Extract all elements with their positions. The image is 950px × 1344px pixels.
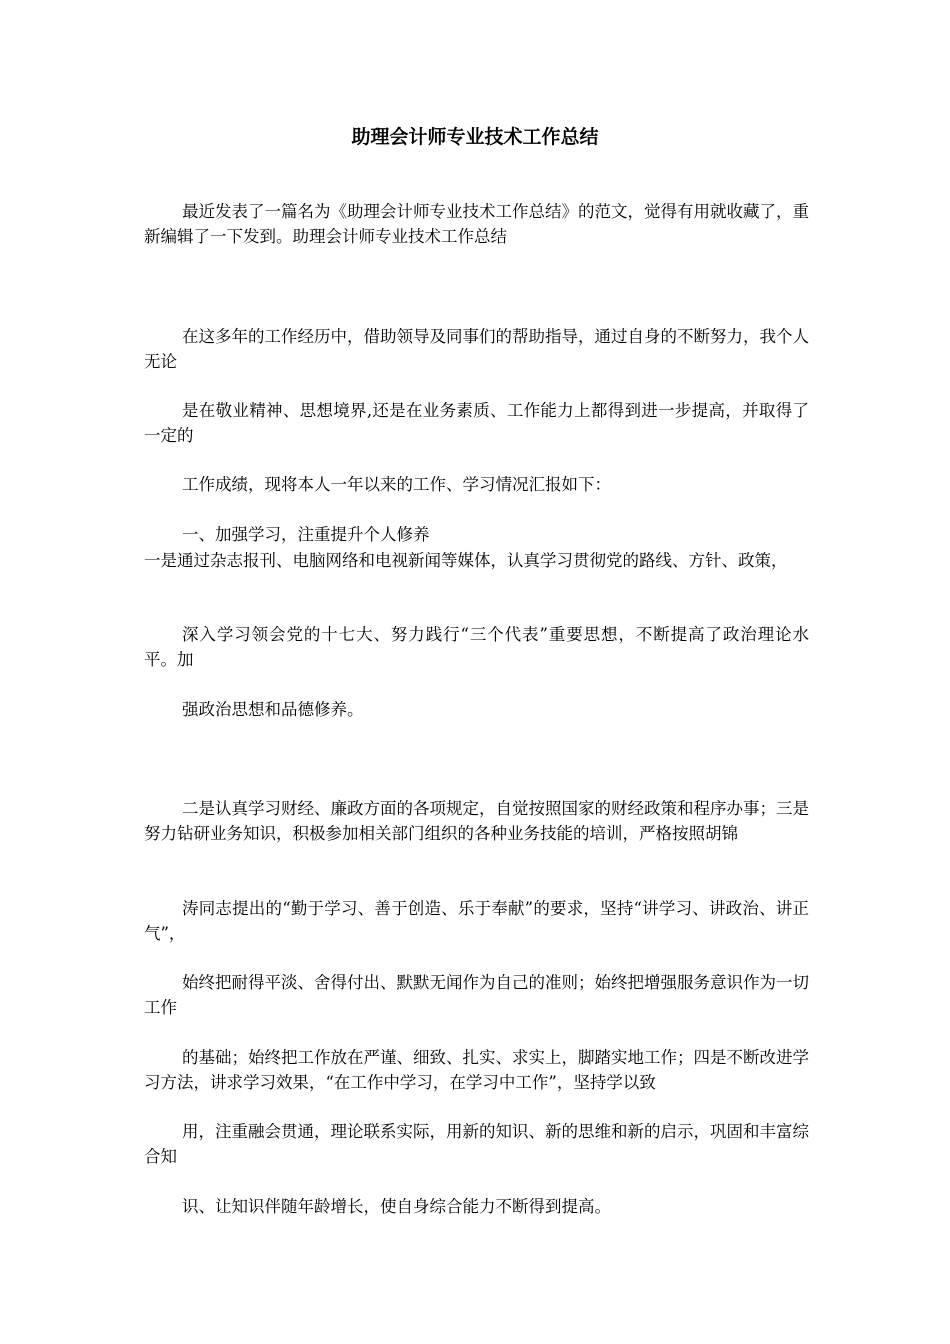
paragraph-body-2: 是在敬业精神、思想境界,还是在业务素质、工作能力上都得到进一步提高，并取得了一定的 [144,401,809,445]
paragraph-body-11: 用，注重融会贯通，理论联系实际，用新的知识、新的思维和新的启示，巩固和丰富综合知 [144,1122,809,1166]
paragraph-body-3: 工作成绩，现将本人一年以来的工作、学习情况汇报如下： [182,475,611,494]
paragraph-body-12: 识、让知识伴随年龄增长，使自身综合能力不断得到提高。 [182,1197,611,1216]
section-heading-1: 一、加强学习，注重提升个人修养 [182,525,430,544]
paragraph-intro: 最近发表了一篇名为《助理会计师专业技术工作总结》的范文，觉得有用就收藏了，重新编辑了一下发到。助理会计师专业技术工作总结 [144,202,809,246]
document-title: 助理会计师专业技术工作总结 [351,126,599,148]
paragraph-body-1: 在这多年的工作经历中，借助领导及同事们的帮助指导，通过自身的不断努力，我个人无论 [144,327,809,371]
paragraph-body-10: 的基础；始终把工作放在严谨、细致、扎实、求实上，脚踏实地工作；四是不断改进学习方法，讲求学习效果，“在工作中学习，在学习中工作”，坚持学以致 [144,1048,809,1092]
paragraph-body-8: 涛同志提出的“勤于学习、善于创造、乐于奉献”的要求，坚持“讲学习、讲政治、讲正气”， [144,899,809,943]
paragraph-body-5: 深入学习领会党的十七大、努力践行“三个代表”重要思想，不断提高了政治理论水平。加 [144,625,809,669]
paragraph-body-6: 强政治思想和品德修养。 [182,700,364,719]
paragraph-body-4: 一是通过杂志报刊、电脑网络和电视新闻等媒体，认真学习贯彻党的路线、方针、政策， [144,551,788,570]
paragraph-body-9: 始终把耐得平淡、舍得付出、默默无闻作为自己的准则；始终把增强服务意识作为一切工作 [144,973,809,1017]
paragraph-body-7: 二是认真学习财经、廉政方面的各项规定，自觉按照国家的财经政策和程序办事；三是努力钻研业务知识，积极参加相关部门组织的各种业务技能的培训，严格按照胡锦 [144,799,809,843]
